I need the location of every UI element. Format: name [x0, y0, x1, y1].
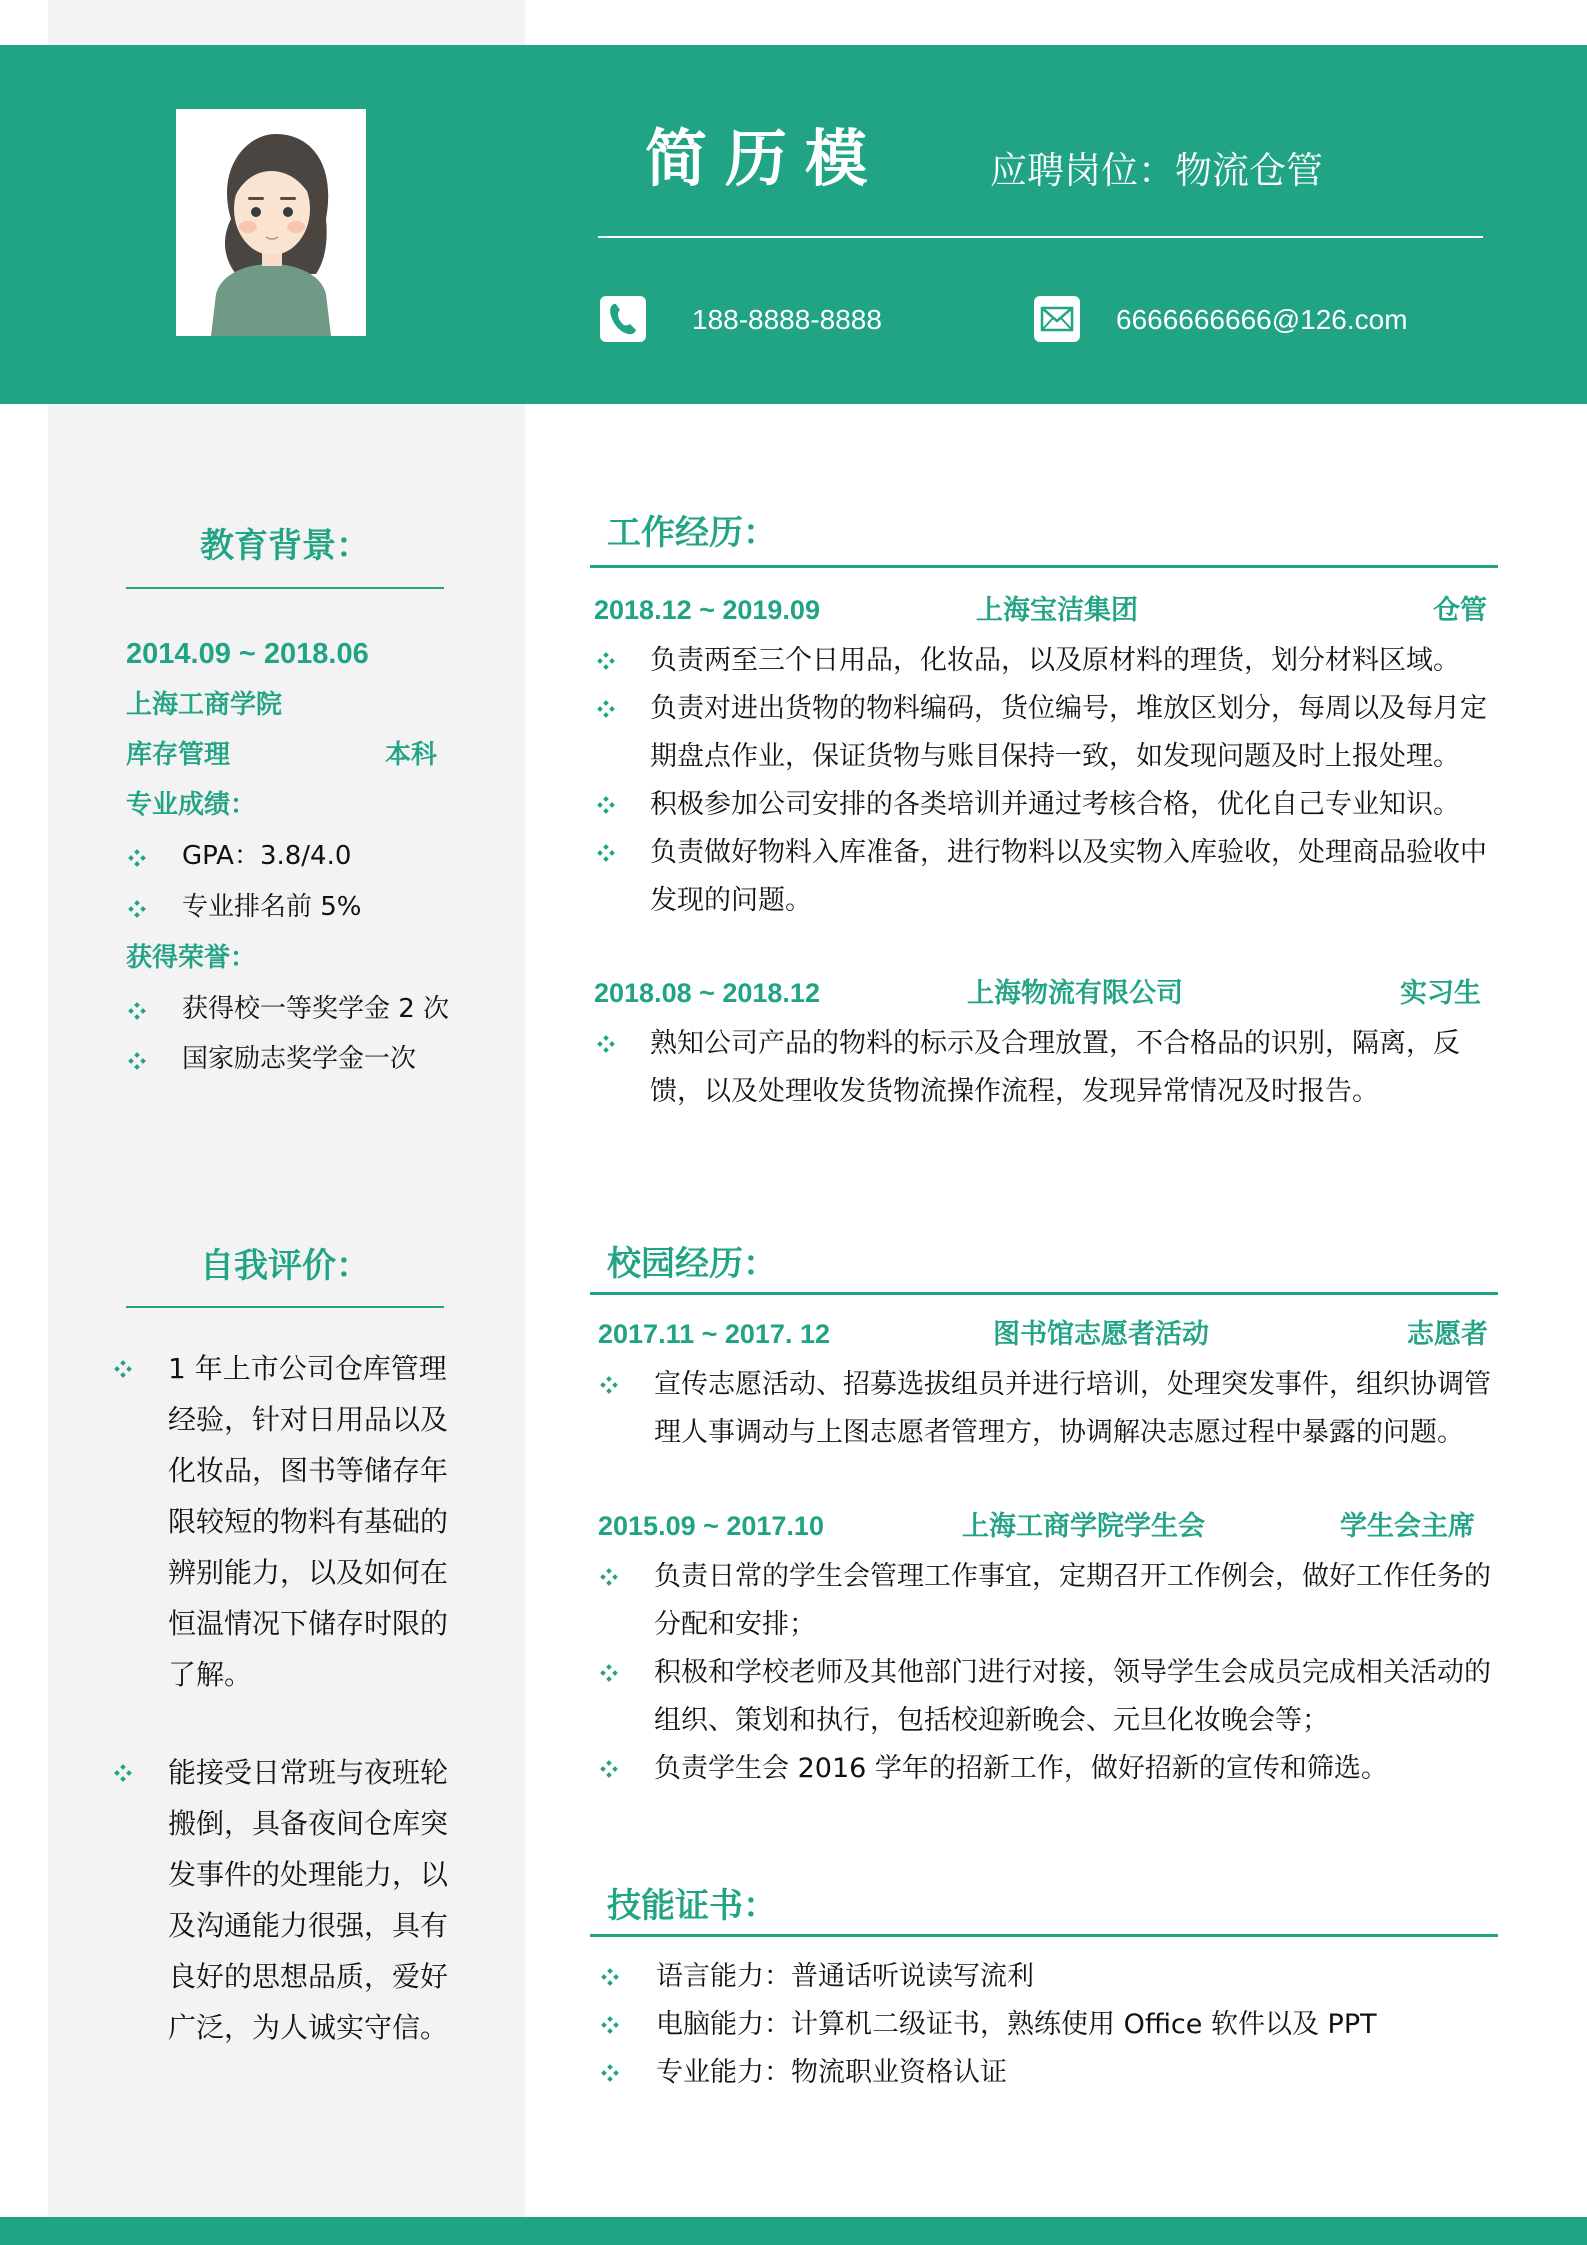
campus-title: 校园经历： [607, 1244, 777, 1284]
grade-item: GPA：3.8/4.0 [182, 841, 352, 871]
education-divider [126, 587, 444, 589]
diamond-bullet-icon [601, 2016, 619, 2034]
work-bullet: 熟知公司产品的物料的标示及合理放置，不合格品的识别，隔离，反馈，以及处理收发货物流操作流程，发现异常情况及时报告。 [650, 1028, 1460, 1107]
honors-label: 获得荣誉： [126, 943, 257, 973]
work-period: 2018.08 ~ 2018.12 [594, 978, 820, 1008]
self-eval-item: 能接受日常班与夜班轮搬倒，具备夜间仓库突发事件的处理能力，以及沟通能力很强，具有良好的思想品质，爱好广泛，为人诚实守信。 [168, 1756, 449, 2044]
work-period: 2018.12 ~ 2019.09 [594, 595, 820, 625]
skills-title: 技能证书： [607, 1886, 777, 1926]
diamond-bullet-icon [600, 1376, 618, 1394]
campus-bullet: 宣传志愿活动、招募选拔组员并进行培训，处理突发事件，组织协调管理人事调动与上图志愿者管理方，协调解决志愿过程中暴露的问题。 [654, 1369, 1491, 1448]
phone-number: 188-8888-8888 [692, 304, 882, 335]
work-org: 上海物流有限公司 [967, 978, 1183, 1009]
diamond-bullet-icon [114, 1360, 132, 1378]
honor-item: 获得校一等奖学金 2 次 [182, 994, 450, 1024]
work-org: 上海宝洁集团 [976, 595, 1138, 626]
diamond-bullet-icon [128, 900, 146, 918]
footer-bar [0, 2217, 1587, 2245]
header-divider [598, 236, 1483, 238]
diamond-bullet-icon [597, 700, 615, 718]
self-eval-divider [126, 1306, 444, 1308]
diamond-bullet-icon [597, 844, 615, 862]
work-title: 工作经历： [607, 513, 777, 553]
phone-icon [600, 296, 646, 342]
education-degree: 本科 [385, 740, 438, 770]
skill-item: 语言能力：普通话听说读写流利 [656, 1961, 1034, 1992]
work-bullet: 积极参加公司安排的各类培训并通过考核合格，优化自己专业知识。 [650, 789, 1460, 820]
education-major: 库存管理 [126, 740, 231, 770]
skill-item: 专业能力：物流职业资格认证 [656, 2057, 1007, 2088]
campus-org: 图书馆志愿者活动 [993, 1319, 1209, 1350]
work-bullet: 负责两至三个日用品，化妆品，以及原材料的理货，划分材料区域。 [650, 645, 1460, 676]
diamond-bullet-icon [114, 1764, 132, 1782]
resume-name: 简历模 [645, 122, 886, 195]
diamond-bullet-icon [600, 1664, 618, 1682]
work-role: 实习生 [1400, 978, 1481, 1009]
campus-role: 学生会主席 [1340, 1511, 1475, 1542]
campus-org: 上海工商学院学生会 [962, 1511, 1205, 1542]
diamond-bullet-icon [128, 1052, 146, 1070]
campus-divider [590, 1292, 1498, 1295]
education-title: 教育背景： [200, 526, 370, 566]
diamond-bullet-icon [600, 1568, 618, 1586]
diamond-bullet-icon [597, 796, 615, 814]
self-eval-title: 自我评价： [200, 1246, 370, 1286]
work-bullet: 负责对进出货物的物料编码，货位编号，堆放区划分，每周以及每月定期盘点作业，保证货物与账目保持一致，如发现问题及时上报处理。 [650, 693, 1487, 772]
diamond-bullet-icon [128, 1002, 146, 1020]
campus-period: 2015.09 ~ 2017.10 [598, 1511, 824, 1541]
campus-period: 2017.11 ~ 2017. 12 [598, 1319, 830, 1349]
job-position: 应聘岗位：物流仓管 [990, 149, 1323, 192]
diamond-bullet-icon [601, 2064, 619, 2082]
campus-bullet: 积极和学校老师及其他部门进行对接，领导学生会成员完成相关活动的组织、策划和执行，包括校迎新晚会、元旦化妆晚会等； [654, 1657, 1491, 1736]
work-bullet: 负责做好物料入库准备，进行物料以及实物入库验收，处理商品验收中发现的问题。 [650, 837, 1487, 916]
mail-icon [1034, 296, 1080, 342]
diamond-bullet-icon [601, 1968, 619, 1986]
skills-divider [590, 1934, 1498, 1937]
campus-role: 志愿者 [1407, 1319, 1488, 1350]
grades-label: 专业成绩： [126, 790, 257, 820]
campus-bullet: 负责日常的学生会管理工作事宜，定期召开工作例会，做好工作任务的分配和安排； [654, 1561, 1491, 1640]
diamond-bullet-icon [600, 1760, 618, 1778]
diamond-bullet-icon [597, 1035, 615, 1053]
work-divider [590, 565, 1498, 568]
education-period: 2014.09 ~ 2018.06 [126, 638, 369, 670]
diamond-bullet-icon [597, 652, 615, 670]
education-school: 上海工商学院 [126, 690, 283, 720]
profile-photo [176, 109, 366, 336]
skill-item: 电脑能力：计算机二级证书，熟练使用 Office 软件以及 PPT [656, 2009, 1377, 2040]
work-role: 仓管 [1433, 595, 1487, 626]
grade-item: 专业排名前 5% [182, 892, 362, 922]
self-eval-item: 1 年上市公司仓库管理经验，针对日用品以及化妆品，图书等储存年限较短的物料有基础的辨别能力，以及如何在恒温情况下储存时限的了解。 [168, 1352, 449, 1691]
diamond-bullet-icon [128, 849, 146, 867]
honor-item: 国家励志奖学金一次 [182, 1044, 417, 1074]
email-address: 6666666666@126.com [1116, 304, 1408, 335]
campus-bullet: 负责学生会 2016 学年的招新工作，做好招新的宣传和筛选。 [654, 1753, 1388, 1784]
